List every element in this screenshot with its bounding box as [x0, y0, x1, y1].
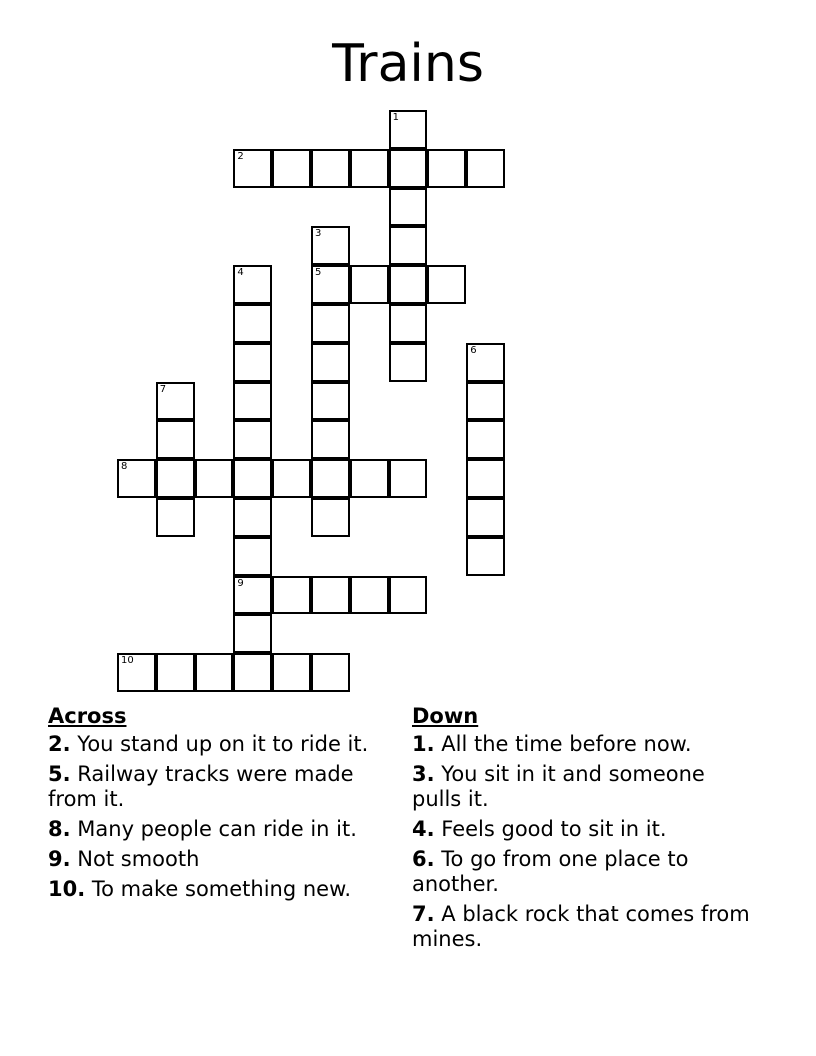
grid-cell[interactable]: [272, 149, 311, 188]
grid-cell[interactable]: [272, 459, 311, 498]
grid-cell[interactable]: [233, 382, 272, 421]
down-clue: [412, 902, 752, 952]
clue-number: 2: [237, 150, 244, 162]
grid-cell[interactable]: [117, 653, 156, 692]
clue-text: To go from one place to another.: [412, 847, 689, 896]
clue-text: Not smooth: [77, 847, 200, 871]
clue-number: 8: [121, 461, 128, 473]
down-clue: [412, 732, 752, 757]
grid-cell[interactable]: [466, 382, 505, 421]
clue-number: 7: [159, 383, 167, 395]
clue-number: 1: [392, 112, 399, 123]
down-heading: Down: [412, 704, 479, 728]
grid-cell[interactable]: [350, 149, 389, 188]
grid-cell[interactable]: [389, 304, 428, 343]
clue-number: 9: [237, 577, 244, 589]
clue-number-label: 2.: [48, 732, 71, 756]
down-clue: [412, 817, 752, 842]
clue-number: 4: [237, 267, 244, 279]
grid-cell[interactable]: [350, 265, 389, 304]
clue-number-label: 5.: [48, 762, 71, 786]
clue-text: Feels good to sit in it.: [441, 817, 667, 841]
grid-cell[interactable]: [350, 459, 389, 498]
grid-cell[interactable]: [389, 265, 428, 304]
down-clues: [412, 702, 752, 957]
grid-cell[interactable]: [427, 265, 466, 304]
grid-cell[interactable]: [466, 149, 505, 188]
grid-cell[interactable]: [389, 459, 428, 498]
clue-number: 5: [315, 267, 322, 279]
across-clue: [48, 877, 388, 902]
across-clue: [48, 847, 388, 872]
grid-cell[interactable]: [427, 149, 466, 188]
clue-number: 6: [470, 344, 477, 356]
grid-cell[interactable]: [389, 576, 428, 615]
clue-number-label: 8.: [48, 817, 71, 841]
grid-cell[interactable]: [389, 343, 428, 382]
clue-text: You sit in it and someone pulls it.: [412, 762, 705, 811]
grid-cell[interactable]: [233, 304, 272, 343]
grid-cell[interactable]: [389, 149, 428, 188]
grid-cell[interactable]: [233, 498, 272, 537]
clue-text: Many people can ride in it.: [77, 817, 357, 841]
grid-cell[interactable]: [272, 653, 311, 692]
grid-cell[interactable]: [195, 459, 234, 498]
clue-text: A black rock that comes from mines.: [412, 902, 750, 951]
clue-text: All the time before now.: [441, 732, 692, 756]
grid-cell[interactable]: [311, 420, 350, 459]
grid-cell[interactable]: [156, 498, 195, 537]
grid-cell[interactable]: [156, 459, 195, 498]
grid-cell[interactable]: [350, 576, 389, 615]
clue-number: 10: [121, 655, 134, 667]
grid-cell[interactable]: [311, 459, 350, 498]
grid-cell[interactable]: [233, 420, 272, 459]
across-clue: [48, 732, 388, 757]
grid-cell[interactable]: [233, 343, 272, 382]
grid-cell[interactable]: [311, 265, 350, 304]
grid-cell[interactable]: [233, 614, 272, 653]
clue-number-label: 9.: [48, 847, 71, 871]
grid-cell[interactable]: [466, 537, 505, 576]
grid-cell[interactable]: [233, 265, 272, 304]
grid-cell[interactable]: [311, 576, 350, 615]
grid-cell[interactable]: [389, 110, 428, 149]
grid-cell[interactable]: [156, 653, 195, 692]
down-clue: [412, 847, 752, 897]
grid-cell[interactable]: [311, 498, 350, 537]
grid-cell[interactable]: [311, 653, 350, 692]
grid-cell[interactable]: [311, 304, 350, 343]
grid-cell[interactable]: [466, 498, 505, 537]
clue-number-label: 3.: [412, 762, 435, 786]
grid-cell[interactable]: [233, 653, 272, 692]
grid-cell[interactable]: [311, 226, 350, 265]
clue-text: To make something new.: [91, 877, 352, 901]
grid-cell[interactable]: [233, 576, 272, 615]
grid-cell[interactable]: [466, 459, 505, 498]
grid-cell[interactable]: [156, 420, 195, 459]
across-clue: [48, 817, 388, 842]
grid-cell[interactable]: [156, 382, 195, 421]
clue-number-label: 6.: [412, 847, 435, 871]
grid-cell[interactable]: [272, 576, 311, 615]
clue-number-label: 1.: [412, 732, 435, 756]
grid-cell[interactable]: [117, 459, 156, 498]
clue-number-label: 10.: [48, 877, 86, 901]
grid-cell[interactable]: [311, 382, 350, 421]
grid-cell[interactable]: [195, 653, 234, 692]
clue-number-label: 7.: [412, 902, 435, 926]
grid-cell[interactable]: [466, 420, 505, 459]
clue-text: Railway tracks were made from it.: [48, 762, 354, 811]
grid-cell[interactable]: [233, 149, 272, 188]
grid-cell[interactable]: [466, 343, 505, 382]
grid-cell[interactable]: [389, 188, 428, 227]
puzzle-title: Trains: [332, 34, 484, 94]
grid-cell[interactable]: [389, 226, 428, 265]
down-clue: [412, 762, 752, 812]
clue-text: You stand up on it to ride it.: [77, 732, 369, 756]
grid-cell[interactable]: [233, 459, 272, 498]
grid-cell[interactable]: [233, 537, 272, 576]
clue-number-label: 4.: [412, 817, 435, 841]
clue-number: 3: [315, 228, 322, 240]
across-clues: [48, 702, 388, 907]
across-heading: Across: [48, 704, 127, 728]
grid-cell[interactable]: [311, 149, 350, 188]
across-clue: [48, 762, 388, 812]
grid-cell[interactable]: [311, 343, 350, 382]
